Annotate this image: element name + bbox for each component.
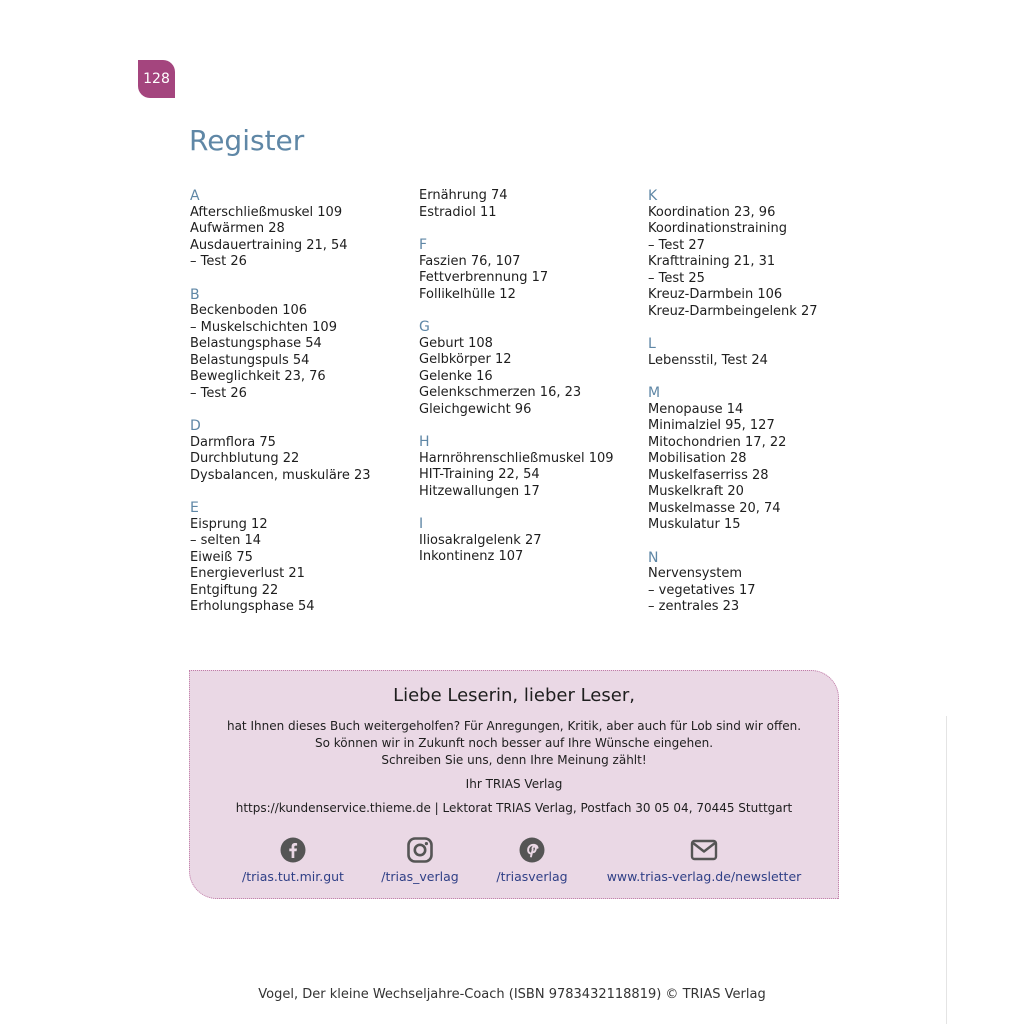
index-entry: – vegetatives 17 xyxy=(648,582,756,598)
index-entry: Afterschließmuskel 109 xyxy=(190,204,343,220)
index-letter-heading: D xyxy=(190,418,201,434)
page-title: Register xyxy=(189,124,305,157)
facebook-link-group[interactable] xyxy=(238,837,348,884)
index-letter-block xyxy=(419,319,639,418)
index-letter-block xyxy=(190,188,410,271)
index-entry: Koordination 23, 96 xyxy=(648,204,776,220)
index-letter-heading: N xyxy=(648,549,659,566)
reader-feedback-box xyxy=(189,670,839,899)
reader-box-signature: Ihr TRIAS Verlag xyxy=(465,777,563,791)
index-entry: Kreuz-Darmbeingelenk 27 xyxy=(648,303,818,319)
index-entry: – zentrales 23 xyxy=(648,599,740,614)
newsletter-link-group[interactable] xyxy=(599,837,809,884)
page-number-badge: 128 xyxy=(138,60,175,98)
reader-box-line: Schreiben Sie uns, denn Ihre Meinung zählt! xyxy=(381,753,647,767)
index-entry: – Test 27 xyxy=(648,237,705,253)
index-entry: Belastungspuls 54 xyxy=(190,352,310,368)
reader-box-text xyxy=(190,718,838,769)
index-column-3 xyxy=(648,188,868,616)
index-letter-heading: A xyxy=(190,188,200,204)
index-entry: Muskelkraft 20 xyxy=(648,484,744,499)
index-entry: – Test 26 xyxy=(190,254,247,269)
index-entry: Dysbalancen, muskuläre 23 xyxy=(190,467,371,483)
index-entry: Durchblutung 22 xyxy=(190,451,300,466)
instagram-link[interactable]: /trias_verlag xyxy=(381,869,459,884)
pinterest-link-group[interactable] xyxy=(477,837,587,884)
index-entry: Gelbkörper 12 xyxy=(419,352,512,367)
index-entry: Mobilisation 28 xyxy=(648,451,747,466)
index-letter-heading: M xyxy=(648,385,661,401)
index-entry: Gelenke 16 xyxy=(419,368,493,384)
index-letter-heading: K xyxy=(648,188,658,204)
pinterest-link[interactable]: /triasverlag xyxy=(496,869,568,884)
page-footer: Vogel, Der kleine Wechseljahre-Coach (ISBN 9783432118819) © TRIAS Verlag xyxy=(258,987,766,1002)
instagram-icon[interactable] xyxy=(365,837,475,863)
index-entry: Nervensystem xyxy=(648,566,742,581)
page-edge-rule xyxy=(946,716,947,1024)
index-letter-heading: H xyxy=(419,434,430,450)
facebook-link[interactable]: /trias.tut.mir.gut xyxy=(242,869,344,884)
index-letter-block xyxy=(190,418,410,484)
index-letter-heading: G xyxy=(419,319,430,335)
index-entry: Harnröhrenschließmuskel 109 xyxy=(419,450,614,466)
index-letter-heading: I xyxy=(419,516,424,532)
index-letter-block xyxy=(190,287,410,403)
index-entry: Mitochondrien 17, 22 xyxy=(648,434,787,450)
reader-box-line: hat Ihnen dieses Buch weitergeholfen? Für Anregungen, Kritik, aber auch für Lob sind wir offen. xyxy=(226,719,802,733)
index-entry: – Muskelschichten 109 xyxy=(190,319,337,335)
index-entry: Aufwärmen 28 xyxy=(190,221,285,236)
index-entry: HIT-Training 22, 54 xyxy=(419,467,540,482)
index-entry: Kreuz-Darmbein 106 xyxy=(648,287,783,302)
index-entry: Iliosakralgelenk 27 xyxy=(419,532,542,548)
index-entry: Muskulatur 15 xyxy=(648,517,741,532)
index-entry: Faszien 76, 107 xyxy=(419,253,521,269)
index-entry: Lebensstil, Test 24 xyxy=(648,352,768,368)
reader-box-line: So können wir in Zukunft noch besser auf Ihre Wünsche eingehen. xyxy=(314,736,714,750)
index-entry: Hitzewallungen 17 xyxy=(419,483,540,499)
index-letter-block xyxy=(419,434,639,500)
index-entry: Ausdauertraining 21, 54 xyxy=(190,237,348,253)
index-entry: Muskelfaserriss 28 xyxy=(648,467,769,483)
index-entry: Belastungsphase 54 xyxy=(190,336,322,351)
index-entry: Entgiftung 22 xyxy=(190,582,279,598)
index-entry: Follikelhülle 12 xyxy=(419,286,516,302)
index-column-2 xyxy=(419,188,639,566)
index-letter-block xyxy=(419,516,639,566)
index-column-1 xyxy=(190,188,410,616)
index-entry: – Test 26 xyxy=(190,385,247,401)
index-letter-heading: B xyxy=(190,286,200,303)
index-letter-heading: F xyxy=(419,237,428,253)
index-entry: Beweglichkeit 23, 76 xyxy=(190,369,326,384)
index-entry: Ernährung 74 xyxy=(419,188,508,203)
index-letter-heading: E xyxy=(190,500,199,516)
index-letter-heading: L xyxy=(648,336,656,352)
index-entry: – Test 25 xyxy=(648,270,705,286)
pinterest-icon[interactable] xyxy=(477,837,587,863)
index-entry: Koordinationstraining xyxy=(648,221,788,236)
index-entry: Eisprung 12 xyxy=(190,516,268,532)
index-letter-block xyxy=(648,550,868,616)
index-entry: – selten 14 xyxy=(190,533,262,548)
newsletter-link[interactable]: www.trias-verlag.de/newsletter xyxy=(606,869,802,884)
index-letter-block xyxy=(190,500,410,616)
reader-box-address[interactable]: https://kundenservice.thieme.de | Lektorat TRIAS Verlag, Postfach 30 05 04, 70445 Stuttgart xyxy=(235,801,793,815)
mail-icon[interactable] xyxy=(599,837,809,863)
index-letter-block xyxy=(648,385,868,534)
index-entry: Estradiol 11 xyxy=(419,204,497,220)
index-entry: Beckenboden 106 xyxy=(190,303,308,318)
index-entry: Fettverbrennung 17 xyxy=(419,270,549,285)
social-links xyxy=(190,837,838,887)
index-entry: Krafttraining 21, 31 xyxy=(648,254,776,269)
index-entry: Muskelmasse 20, 74 xyxy=(648,500,781,516)
index-entry: Geburt 108 xyxy=(419,335,493,351)
index-letter-block xyxy=(419,188,639,221)
index-entry: Inkontinenz 107 xyxy=(419,549,524,564)
index-entry: Darmflora 75 xyxy=(190,434,276,450)
index-entry: Eiweiß 75 xyxy=(190,549,253,565)
index-letter-block xyxy=(648,188,868,320)
index-entry: Menopause 14 xyxy=(648,401,744,417)
index-entry: Gelenkschmerzen 16, 23 xyxy=(419,385,582,400)
index-letter-block xyxy=(648,336,868,369)
index-entry: Minimalziel 95, 127 xyxy=(648,418,775,433)
instagram-link-group[interactable] xyxy=(365,837,475,884)
index-letter-block xyxy=(419,237,639,303)
facebook-icon[interactable] xyxy=(238,837,348,863)
reader-box-heading: Liebe Leserin, lieber Leser, xyxy=(393,685,635,706)
index-entry: Energieverlust 21 xyxy=(190,566,305,581)
index-entry: Erholungsphase 54 xyxy=(190,599,315,614)
index-entry: Gleichgewicht 96 xyxy=(419,401,532,417)
